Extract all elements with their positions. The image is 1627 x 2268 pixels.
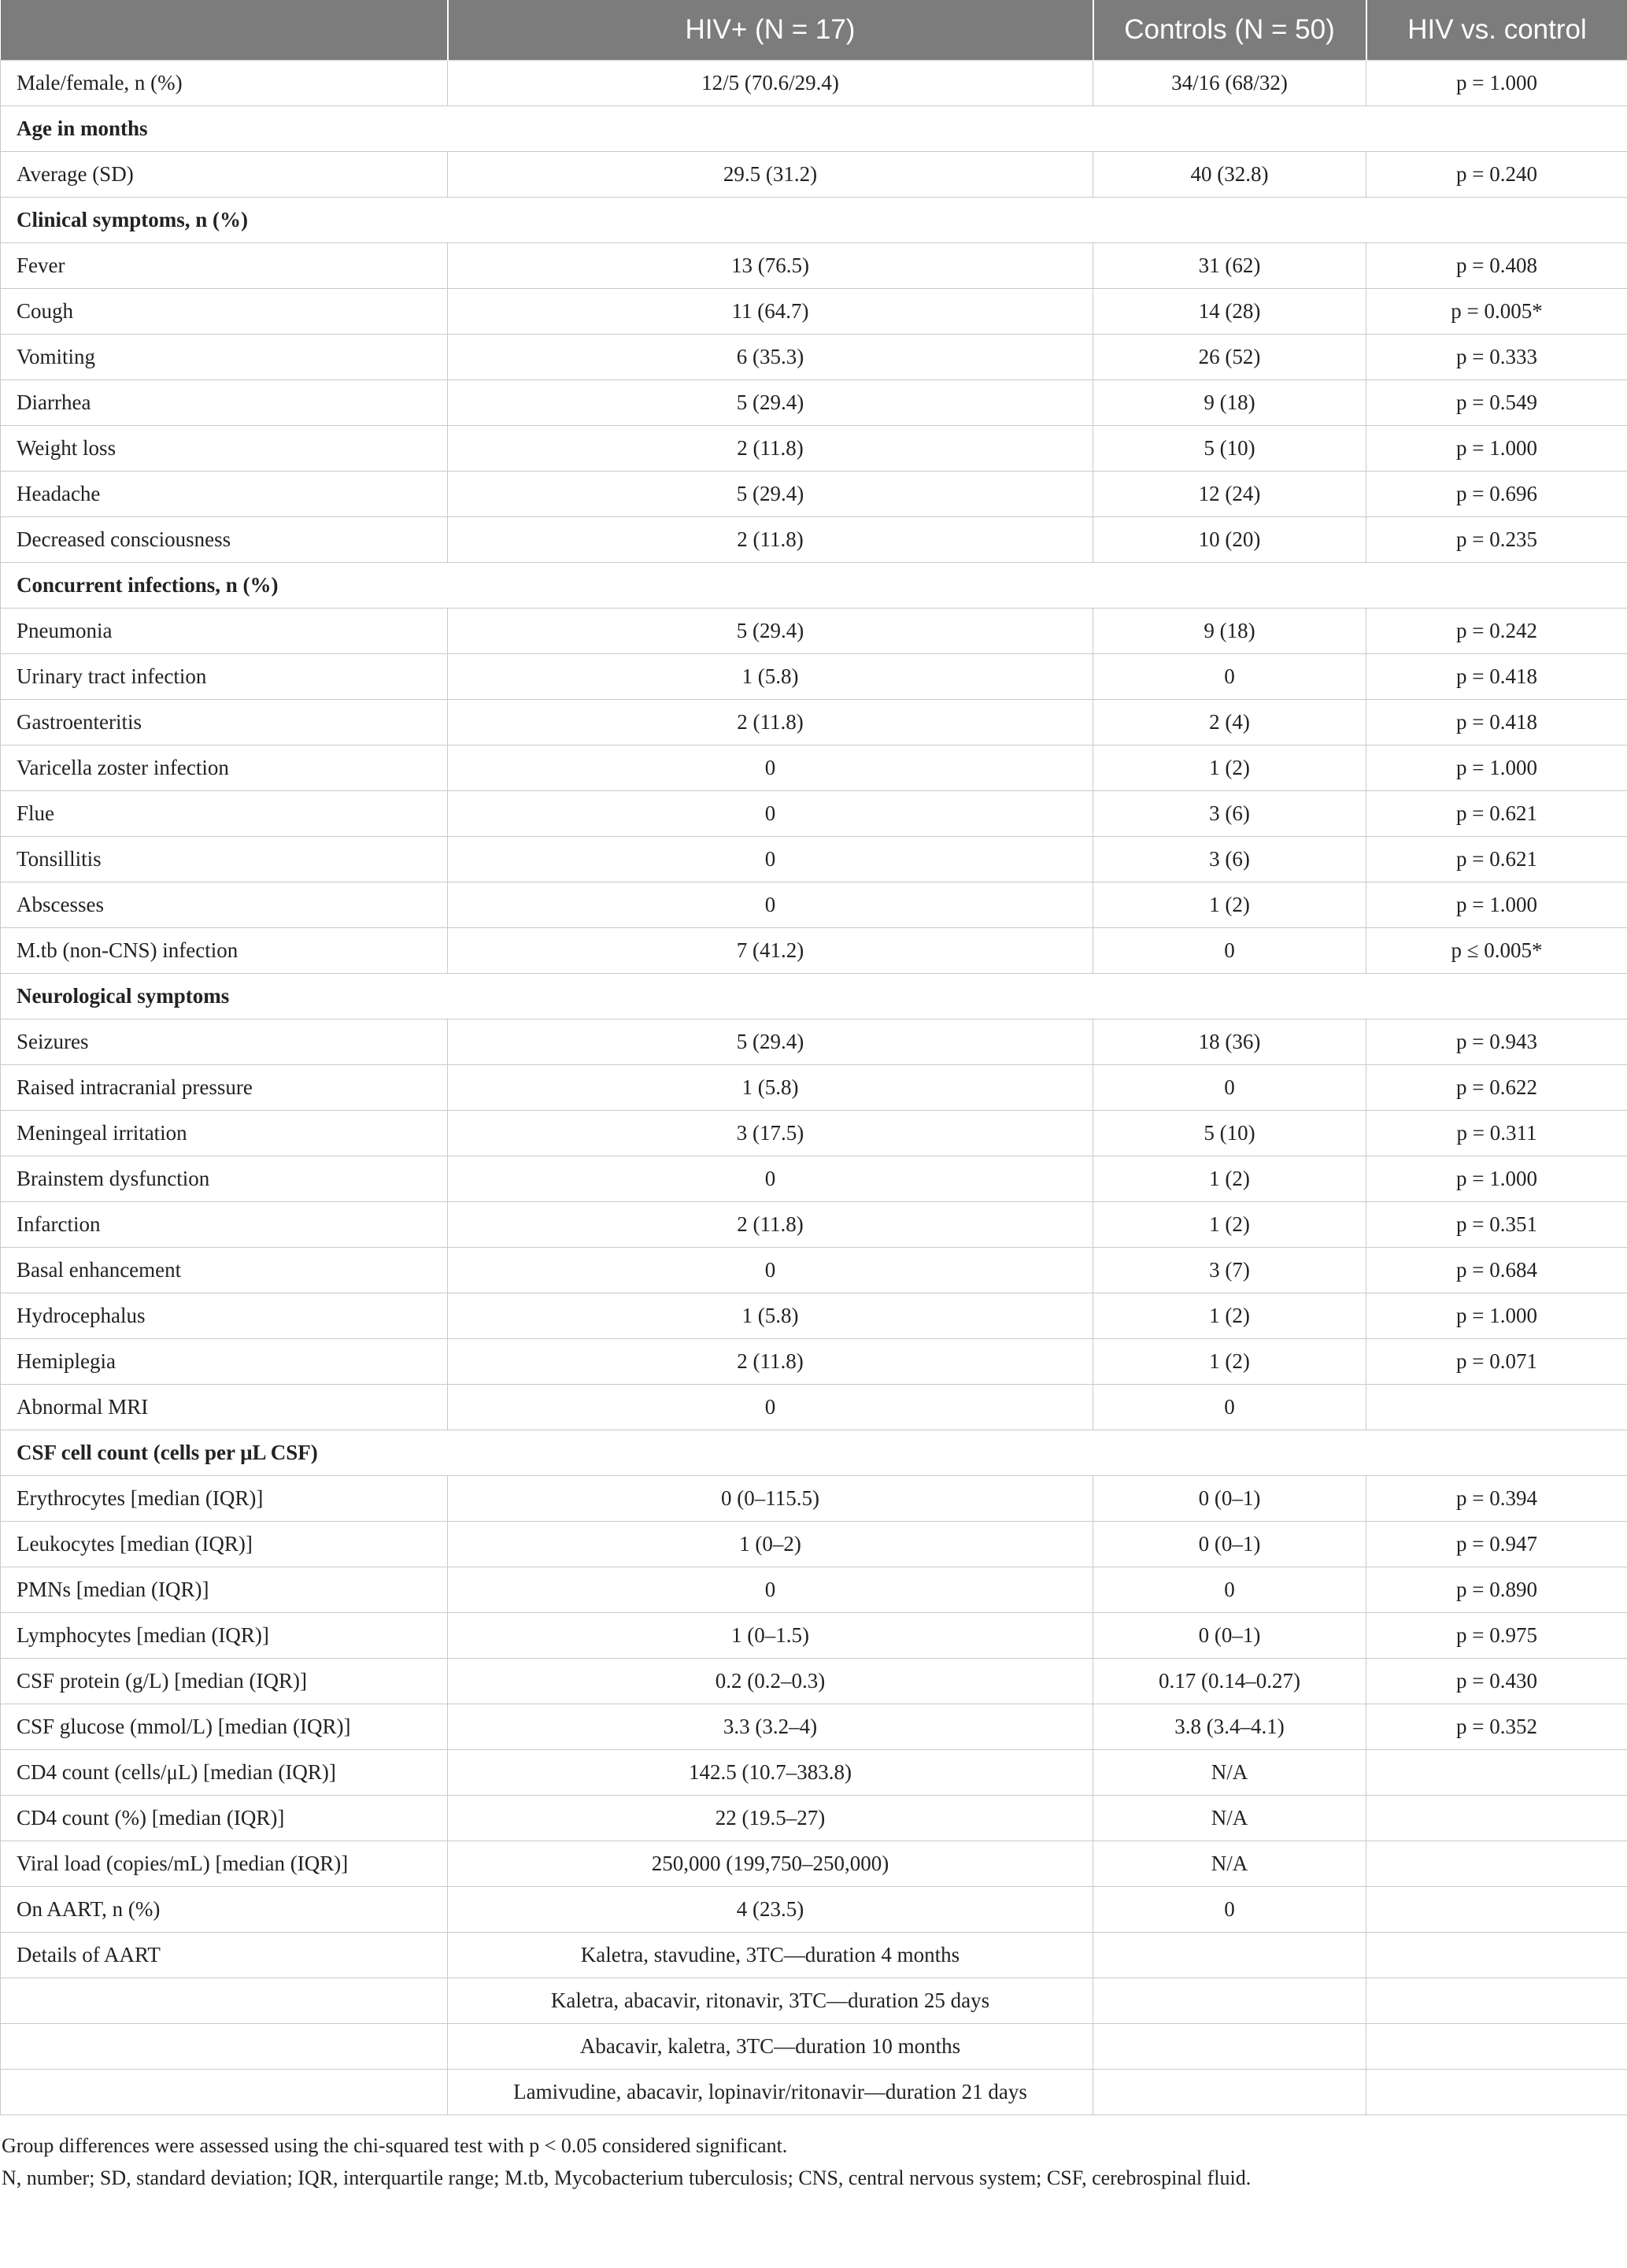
table-row (1, 1202, 1627, 1248)
hiv-value: 2 (11.8) (448, 426, 1093, 472)
row-label: Vomiting (1, 335, 448, 380)
table-row (1, 928, 1627, 974)
hiv-value: 1 (5.8) (448, 654, 1093, 700)
hiv-value: 1 (5.8) (448, 1065, 1093, 1111)
table-row (1, 1522, 1627, 1567)
p-value: p = 0.408 (1366, 243, 1627, 289)
p-value: p = 0.311 (1366, 1111, 1627, 1156)
hiv-value: 13 (76.5) (448, 243, 1093, 289)
section-heading: Concurrent infections, n (%) (1, 563, 1627, 609)
table-row (1, 2070, 1627, 2115)
hiv-value: Kaletra, stavudine, 3TC—duration 4 months (448, 1933, 1093, 1978)
p-value (1366, 1978, 1627, 2024)
hiv-value: 2 (11.8) (448, 700, 1093, 746)
table-row (1, 517, 1627, 563)
section-row (1, 563, 1627, 609)
table-row (1, 609, 1627, 654)
row-label: CSF glucose (mmol/L) [median (IQR)] (1, 1704, 448, 1750)
table-row (1, 837, 1627, 882)
table-row (1, 1567, 1627, 1613)
hiv-value: 11 (64.7) (448, 289, 1093, 335)
p-value: p = 0.351 (1366, 1202, 1627, 1248)
row-label: Seizures (1, 1019, 448, 1065)
hiv-value: Abacavir, kaletra, 3TC—duration 10 months (448, 2024, 1093, 2070)
row-label: PMNs [median (IQR)] (1, 1567, 448, 1613)
control-value: 0 (1093, 1567, 1366, 1613)
control-value: 14 (28) (1093, 289, 1366, 335)
row-label: Abscesses (1, 882, 448, 928)
p-value (1366, 2070, 1627, 2115)
control-value: 0 (0–1) (1093, 1522, 1366, 1567)
row-label: On AART, n (%) (1, 1887, 448, 1933)
table-row (1, 472, 1627, 517)
control-value: 5 (10) (1093, 1111, 1366, 1156)
p-value: p = 0.333 (1366, 335, 1627, 380)
p-value: p = 1.000 (1366, 426, 1627, 472)
hiv-value: 4 (23.5) (448, 1887, 1093, 1933)
hiv-value: 2 (11.8) (448, 517, 1093, 563)
row-label: Hydrocephalus (1, 1293, 448, 1339)
p-value (1366, 2024, 1627, 2070)
hiv-value: 0 (448, 837, 1093, 882)
control-value (1093, 1978, 1366, 2024)
hiv-value: 0.2 (0.2–0.3) (448, 1659, 1093, 1704)
table-row (1, 1613, 1627, 1659)
row-label: Cough (1, 289, 448, 335)
table-row (1, 1339, 1627, 1385)
table-row (1, 791, 1627, 837)
section-heading: Neurological symptoms (1, 974, 1627, 1019)
section-heading: Age in months (1, 106, 1627, 152)
hiv-value: Kaletra, abacavir, ritonavir, 3TC—duration 25 days (448, 1978, 1093, 2024)
p-value: p ≤ 0.005* (1366, 928, 1627, 974)
footnote-statistics: Group differences were assessed using the chi-squared test with p < 0.05 considered significant. (2, 2134, 788, 2157)
hiv-value: 0 (448, 746, 1093, 791)
table-row (1, 1385, 1627, 1430)
row-label: Leukocytes [median (IQR)] (1, 1522, 448, 1567)
hiv-value: 5 (29.4) (448, 609, 1093, 654)
p-value: p = 0.418 (1366, 700, 1627, 746)
table-row (1, 380, 1627, 426)
row-label: Tonsillitis (1, 837, 448, 882)
hiv-value: 1 (0–1.5) (448, 1613, 1093, 1659)
control-value: 9 (18) (1093, 380, 1366, 426)
hiv-value: 0 (448, 1385, 1093, 1430)
control-value: 0 (1093, 1065, 1366, 1111)
hiv-value: 3.3 (3.2–4) (448, 1704, 1093, 1750)
row-label: Gastroenteritis (1, 700, 448, 746)
table-row (1, 61, 1627, 106)
section-row (1, 198, 1627, 243)
row-label: Brainstem dysfunction (1, 1156, 448, 1202)
table-row (1, 1293, 1627, 1339)
row-label: CD4 count (%) [median (IQR)] (1, 1796, 448, 1841)
row-label: Male/female, n (%) (1, 61, 448, 106)
p-value: p = 0.621 (1366, 837, 1627, 882)
control-value: 1 (2) (1093, 1202, 1366, 1248)
section-row (1, 1430, 1627, 1476)
p-value (1366, 1933, 1627, 1978)
table-row (1, 1065, 1627, 1111)
table-row (1, 746, 1627, 791)
row-label: Fever (1, 243, 448, 289)
row-label: Details of AART (1, 1933, 448, 1978)
control-value: 18 (36) (1093, 1019, 1366, 1065)
table-row (1, 1933, 1627, 1978)
header-row (1, 0, 1627, 61)
control-value: 0 (0–1) (1093, 1476, 1366, 1522)
control-value: 12 (24) (1093, 472, 1366, 517)
control-value: 3 (7) (1093, 1248, 1366, 1293)
p-value: p = 0.430 (1366, 1659, 1627, 1704)
control-value: 3 (6) (1093, 791, 1366, 837)
hiv-value: 12/5 (70.6/29.4) (448, 61, 1093, 106)
row-label: Infarction (1, 1202, 448, 1248)
row-label: Pneumonia (1, 609, 448, 654)
control-value: 34/16 (68/32) (1093, 61, 1366, 106)
row-label: Erythrocytes [median (IQR)] (1, 1476, 448, 1522)
p-value: p = 0.943 (1366, 1019, 1627, 1065)
row-label (1, 1978, 448, 2024)
p-value: p = 0.352 (1366, 1704, 1627, 1750)
row-label: Meningeal irritation (1, 1111, 448, 1156)
control-value: 5 (10) (1093, 426, 1366, 472)
table-row (1, 1796, 1627, 1841)
row-label: Urinary tract infection (1, 654, 448, 700)
hiv-value: 7 (41.2) (448, 928, 1093, 974)
row-label: Hemiplegia (1, 1339, 448, 1385)
control-value: 26 (52) (1093, 335, 1366, 380)
control-value: 1 (2) (1093, 1293, 1366, 1339)
p-value: p = 0.005* (1366, 289, 1627, 335)
control-value: N/A (1093, 1750, 1366, 1796)
section-heading: Clinical symptoms, n (%) (1, 198, 1627, 243)
p-value: p = 0.975 (1366, 1613, 1627, 1659)
hiv-value: 5 (29.4) (448, 472, 1093, 517)
table-row (1, 1704, 1627, 1750)
row-label: Viral load (copies/mL) [median (IQR)] (1, 1841, 448, 1887)
hiv-value: 1 (5.8) (448, 1293, 1093, 1339)
control-value: 3.8 (3.4–4.1) (1093, 1704, 1366, 1750)
control-value: 9 (18) (1093, 609, 1366, 654)
p-value: p = 0.549 (1366, 380, 1627, 426)
p-value: p = 0.071 (1366, 1339, 1627, 1385)
footnote-abbreviations: N, number; SD, standard deviation; IQR, interquartile range; M.tb, Mycobacterium tuberculosis; CNS, central nervous system; CSF, cerebrospinal fluid. (2, 2166, 1252, 2189)
table-row (1, 1841, 1627, 1887)
header-cell-hiv: HIV+ (N = 17) (448, 0, 1093, 61)
hiv-value: 0 (448, 882, 1093, 928)
table-footnotes (0, 2115, 1627, 2194)
control-value: 0 (1093, 928, 1366, 974)
p-value (1366, 1750, 1627, 1796)
header-cell-controls: Controls (N = 50) (1093, 0, 1366, 61)
p-value: p = 0.696 (1366, 472, 1627, 517)
p-value: p = 0.684 (1366, 1248, 1627, 1293)
hiv-value: 0 (0–115.5) (448, 1476, 1093, 1522)
p-value (1366, 1385, 1627, 1430)
hiv-value: 142.5 (10.7–383.8) (448, 1750, 1093, 1796)
control-value: 1 (2) (1093, 1156, 1366, 1202)
hiv-value: 5 (29.4) (448, 380, 1093, 426)
row-label: Varicella zoster infection (1, 746, 448, 791)
row-label: Abnormal MRI (1, 1385, 448, 1430)
table-row (1, 152, 1627, 198)
table-row (1, 426, 1627, 472)
control-value (1093, 2024, 1366, 2070)
row-label: Headache (1, 472, 448, 517)
table-row (1, 654, 1627, 700)
table-row (1, 2024, 1627, 2070)
table-row (1, 243, 1627, 289)
control-value: 40 (32.8) (1093, 152, 1366, 198)
control-value: 0 (1093, 1385, 1366, 1430)
row-label: Diarrhea (1, 380, 448, 426)
table-row (1, 1750, 1627, 1796)
p-value: p = 0.394 (1366, 1476, 1627, 1522)
control-value: 31 (62) (1093, 243, 1366, 289)
control-value: 3 (6) (1093, 837, 1366, 882)
hiv-value: Lamivudine, abacavir, lopinavir/ritonavir—duration 21 days (448, 2070, 1093, 2115)
p-value: p = 1.000 (1366, 1156, 1627, 1202)
row-label: Basal enhancement (1, 1248, 448, 1293)
hiv-value: 1 (0–2) (448, 1522, 1093, 1567)
p-value: p = 0.621 (1366, 791, 1627, 837)
hiv-value: 0 (448, 791, 1093, 837)
row-label: CD4 count (cells/μL) [median (IQR)] (1, 1750, 448, 1796)
p-value: p = 0.240 (1366, 152, 1627, 198)
control-value: 2 (4) (1093, 700, 1366, 746)
table-row (1, 1978, 1627, 2024)
p-value: p = 0.622 (1366, 1065, 1627, 1111)
p-value: p = 0.947 (1366, 1522, 1627, 1567)
section-heading: CSF cell count (cells per μL CSF) (1, 1430, 1627, 1476)
row-label: Lymphocytes [median (IQR)] (1, 1613, 448, 1659)
p-value: p = 0.235 (1366, 517, 1627, 563)
control-value: 0 (0–1) (1093, 1613, 1366, 1659)
hiv-value: 0 (448, 1156, 1093, 1202)
hiv-value: 2 (11.8) (448, 1202, 1093, 1248)
control-value: 0.17 (0.14–0.27) (1093, 1659, 1366, 1704)
section-row (1, 106, 1627, 152)
p-value: p = 0.242 (1366, 609, 1627, 654)
hiv-value: 5 (29.4) (448, 1019, 1093, 1065)
table-row (1, 1659, 1627, 1704)
table-row (1, 1248, 1627, 1293)
control-value (1093, 2070, 1366, 2115)
row-label (1, 2070, 448, 2115)
p-value: p = 1.000 (1366, 1293, 1627, 1339)
hiv-value: 2 (11.8) (448, 1339, 1093, 1385)
table-row (1, 1156, 1627, 1202)
p-value: p = 1.000 (1366, 882, 1627, 928)
row-label: Weight loss (1, 426, 448, 472)
table-row (1, 1476, 1627, 1522)
row-label: CSF protein (g/L) [median (IQR)] (1, 1659, 448, 1704)
hiv-value: 3 (17.5) (448, 1111, 1093, 1156)
control-value: 1 (2) (1093, 1339, 1366, 1385)
hiv-value: 0 (448, 1567, 1093, 1613)
section-row (1, 974, 1627, 1019)
control-value: 0 (1093, 654, 1366, 700)
p-value: p = 1.000 (1366, 746, 1627, 791)
table-row (1, 1887, 1627, 1933)
hiv-value: 6 (35.3) (448, 335, 1093, 380)
table-row (1, 1111, 1627, 1156)
row-label: Decreased consciousness (1, 517, 448, 563)
row-label (1, 2024, 448, 2070)
table-body (1, 61, 1627, 2115)
table-row (1, 882, 1627, 928)
row-label: Raised intracranial pressure (1, 1065, 448, 1111)
hiv-value: 22 (19.5–27) (448, 1796, 1093, 1841)
hiv-value: 29.5 (31.2) (448, 152, 1093, 198)
row-label: Flue (1, 791, 448, 837)
header-cell-label (1, 0, 448, 61)
control-value: 10 (20) (1093, 517, 1366, 563)
table-row (1, 1019, 1627, 1065)
table-row (1, 289, 1627, 335)
hiv-value: 250,000 (199,750–250,000) (448, 1841, 1093, 1887)
hiv-value: 0 (448, 1248, 1093, 1293)
table-row (1, 700, 1627, 746)
control-value: 0 (1093, 1887, 1366, 1933)
p-value: p = 0.418 (1366, 654, 1627, 700)
p-value: p = 1.000 (1366, 61, 1627, 106)
p-value: p = 0.890 (1366, 1567, 1627, 1613)
table-row (1, 335, 1627, 380)
control-value: 1 (2) (1093, 882, 1366, 928)
row-label: Average (SD) (1, 152, 448, 198)
control-value (1093, 1933, 1366, 1978)
row-label: M.tb (non-CNS) infection (1, 928, 448, 974)
control-value: 1 (2) (1093, 746, 1366, 791)
p-value (1366, 1841, 1627, 1887)
p-value (1366, 1887, 1627, 1933)
p-value (1366, 1796, 1627, 1841)
control-value: N/A (1093, 1841, 1366, 1887)
header-cell-comparison: HIV vs. control (1366, 0, 1627, 61)
control-value: N/A (1093, 1796, 1366, 1841)
